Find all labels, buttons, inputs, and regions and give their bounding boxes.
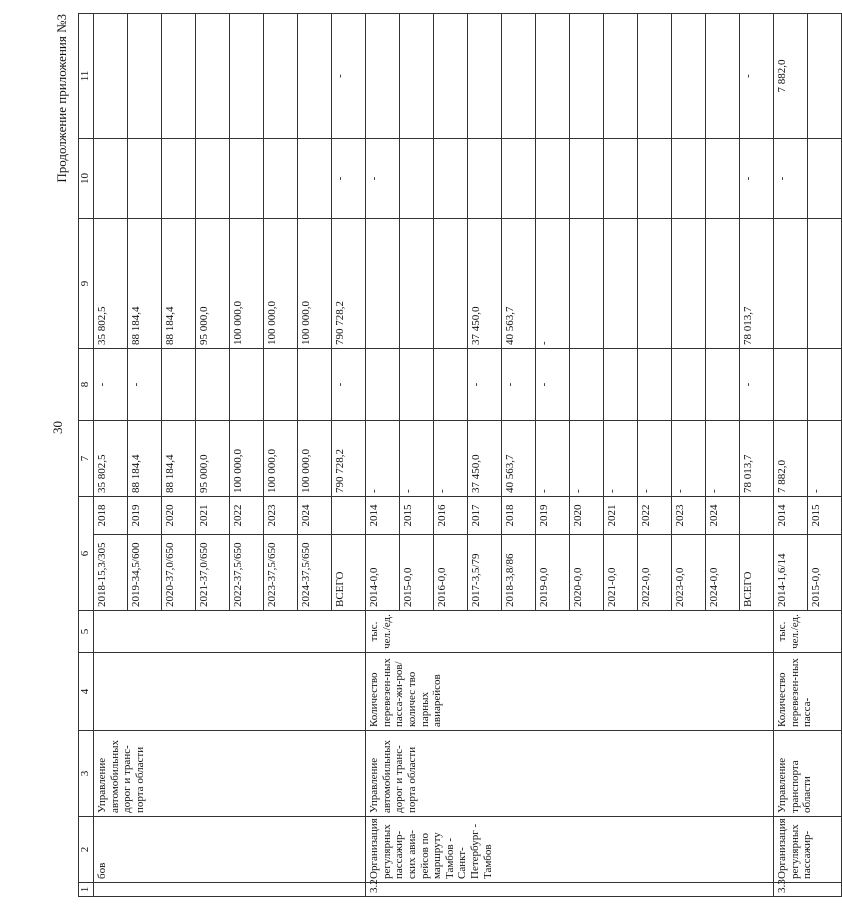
federal-budget <box>196 349 230 421</box>
other-sources <box>366 14 400 139</box>
other-sources <box>434 14 468 139</box>
year: 2020 <box>570 497 604 535</box>
total-amount: - <box>400 421 434 497</box>
column-header: 8 <box>79 349 94 421</box>
indicator-value: 2022-0,0 <box>638 535 672 611</box>
other-sources <box>502 14 536 139</box>
indicator-value: 2020-0,0 <box>570 535 604 611</box>
table-row <box>94 14 128 897</box>
indicator-value: 2017-3,5/79 <box>468 535 502 611</box>
total-amount: 790 728,2 <box>332 421 366 497</box>
column-header: 6 <box>79 497 94 611</box>
year: 2023 <box>672 497 706 535</box>
other-sources: 7 882,0 <box>774 14 808 139</box>
local-budget <box>808 139 842 219</box>
total-amount: - <box>570 421 604 497</box>
total-amount: - <box>366 421 400 497</box>
program-table <box>78 13 842 897</box>
total-amount: 100 000,0 <box>298 421 332 497</box>
regional-budget <box>672 219 706 349</box>
column-header: 4 <box>79 653 94 731</box>
year: 2023 <box>264 497 298 535</box>
regional-budget: 35 802,5 <box>94 219 128 349</box>
local-budget <box>264 139 298 219</box>
year <box>332 497 366 535</box>
year: 2018 <box>94 497 128 535</box>
total-amount: 40 563,7 <box>502 421 536 497</box>
header-row <box>79 14 94 897</box>
year: 2022 <box>638 497 672 535</box>
federal-budget <box>162 349 196 421</box>
indicator-value: 2024-0,0 <box>706 535 740 611</box>
regional-budget <box>706 219 740 349</box>
column-header: 11 <box>79 14 94 139</box>
year: 2014 <box>774 497 808 535</box>
column-header: 7 <box>79 421 94 497</box>
local-budget: - <box>366 139 400 219</box>
regional-budget: 40 563,7 <box>502 219 536 349</box>
column-header: 5 <box>79 611 94 653</box>
year: 2019 <box>128 497 162 535</box>
rotated-page <box>54 14 822 897</box>
other-sources <box>264 14 298 139</box>
federal-budget <box>604 349 638 421</box>
other-sources <box>162 14 196 139</box>
federal-budget <box>230 349 264 421</box>
federal-budget: - <box>468 349 502 421</box>
indicator-value: 2022-37,5/650 <box>230 535 264 611</box>
total-amount: 100 000,0 <box>264 421 298 497</box>
total-amount: - <box>638 421 672 497</box>
indicator-name: Количество перевезен-ных пасса-жи-ров/количес тво парных авиарейсов <box>366 653 774 731</box>
column-header: 10 <box>79 139 94 219</box>
total-amount: - <box>706 421 740 497</box>
local-budget <box>672 139 706 219</box>
federal-budget <box>638 349 672 421</box>
federal-budget: - <box>536 349 570 421</box>
total-amount: 78 013,7 <box>740 421 774 497</box>
local-budget <box>604 139 638 219</box>
indicator-name: Количество перевезен-ных пасса- <box>774 653 842 731</box>
federal-budget: - <box>740 349 774 421</box>
regional-budget: 88 184,4 <box>162 219 196 349</box>
other-sources <box>638 14 672 139</box>
total-amount: 37 450,0 <box>468 421 502 497</box>
local-budget <box>128 139 162 219</box>
federal-budget <box>366 349 400 421</box>
total-amount: 95 000,0 <box>196 421 230 497</box>
indicator-value: ВСЕГО <box>740 535 774 611</box>
local-budget <box>162 139 196 219</box>
regional-budget: 95 000,0 <box>196 219 230 349</box>
indicator-value: 2014-0,0 <box>366 535 400 611</box>
year: 2019 <box>536 497 570 535</box>
indicator-value: 2015-0,0 <box>400 535 434 611</box>
total-amount: - <box>672 421 706 497</box>
total-amount: - <box>434 421 468 497</box>
regional-budget: - <box>536 219 570 349</box>
other-sources <box>672 14 706 139</box>
other-sources <box>468 14 502 139</box>
page-number: 30 <box>50 421 65 434</box>
other-sources <box>808 14 842 139</box>
local-budget <box>94 139 128 219</box>
unit: тыс. чел./ед. <box>774 611 842 653</box>
local-budget <box>570 139 604 219</box>
indicator-name <box>94 653 366 731</box>
federal-budget <box>298 349 332 421</box>
other-sources <box>400 14 434 139</box>
federal-budget <box>808 349 842 421</box>
total-amount: 88 184,4 <box>128 421 162 497</box>
column-header: 9 <box>79 219 94 349</box>
unit: тыс. чел./ед. <box>366 611 774 653</box>
column-header: 2 <box>79 817 94 883</box>
regional-budget: 790 728,2 <box>332 219 366 349</box>
regional-budget <box>604 219 638 349</box>
regional-budget <box>774 219 808 349</box>
regional-budget <box>638 219 672 349</box>
total-amount: 7 882,0 <box>774 421 808 497</box>
regional-budget <box>570 219 604 349</box>
year: 2015 <box>400 497 434 535</box>
local-budget <box>502 139 536 219</box>
indicator-value: ВСЕГО <box>332 535 366 611</box>
indicator-value: 2021-37,0/650 <box>196 535 230 611</box>
indicator-value: 2019-34,5/600 <box>128 535 162 611</box>
year: 2024 <box>706 497 740 535</box>
federal-budget <box>400 349 434 421</box>
federal-budget: - <box>94 349 128 421</box>
local-budget <box>400 139 434 219</box>
local-budget <box>706 139 740 219</box>
other-sources <box>196 14 230 139</box>
year <box>740 497 774 535</box>
total-amount: 100 000,0 <box>230 421 264 497</box>
continuation-title: Продолжение приложения №3 <box>54 14 69 183</box>
local-budget <box>536 139 570 219</box>
executor: Управление автомобильных дорог и транс-порта области <box>366 731 774 817</box>
regional-budget: 88 184,4 <box>128 219 162 349</box>
table-row <box>774 14 808 897</box>
other-sources: - <box>740 14 774 139</box>
total-amount: - <box>604 421 638 497</box>
year: 2015 <box>808 497 842 535</box>
local-budget <box>638 139 672 219</box>
row-number <box>94 883 366 897</box>
other-sources <box>536 14 570 139</box>
year: 2014 <box>366 497 400 535</box>
total-amount: - <box>536 421 570 497</box>
other-sources <box>94 14 128 139</box>
table-row <box>366 14 400 897</box>
indicator-value: 2015-0,0 <box>808 535 842 611</box>
event-name: Организация регулярных пассажир- <box>774 817 842 883</box>
regional-budget: 78 013,7 <box>740 219 774 349</box>
regional-budget: 100 000,0 <box>298 219 332 349</box>
year: 2021 <box>196 497 230 535</box>
regional-budget: 100 000,0 <box>264 219 298 349</box>
row-number: 3.3 <box>774 883 842 897</box>
indicator-value: 2024-37,5/650 <box>298 535 332 611</box>
year: 2017 <box>468 497 502 535</box>
indicator-value: 2018-15,3/305 <box>94 535 128 611</box>
year: 2021 <box>604 497 638 535</box>
column-header: 1 <box>79 883 94 897</box>
year: 2020 <box>162 497 196 535</box>
local-budget: - <box>774 139 808 219</box>
column-header: 3 <box>79 731 94 817</box>
executor: Управление автомобильных дорог и транс-порта области <box>94 731 366 817</box>
local-budget <box>230 139 264 219</box>
federal-budget: - <box>128 349 162 421</box>
regional-budget: 100 000,0 <box>230 219 264 349</box>
local-budget: - <box>740 139 774 219</box>
local-budget <box>468 139 502 219</box>
unit <box>94 611 366 653</box>
other-sources <box>298 14 332 139</box>
other-sources <box>604 14 638 139</box>
regional-budget <box>400 219 434 349</box>
regional-budget <box>808 219 842 349</box>
federal-budget <box>706 349 740 421</box>
local-budget <box>298 139 332 219</box>
total-amount: 88 184,4 <box>162 421 196 497</box>
federal-budget <box>672 349 706 421</box>
federal-budget: - <box>502 349 536 421</box>
indicator-value: 2023-37,5/650 <box>264 535 298 611</box>
indicator-value: 2016-0,0 <box>434 535 468 611</box>
indicator-value: 2020-37,0/650 <box>162 535 196 611</box>
year: 2018 <box>502 497 536 535</box>
event-name: бов <box>94 817 366 883</box>
indicator-value: 2019-0,0 <box>536 535 570 611</box>
row-number: 3.2 <box>366 883 774 897</box>
other-sources: - <box>332 14 366 139</box>
indicator-value: 2021-0,0 <box>604 535 638 611</box>
other-sources <box>128 14 162 139</box>
regional-budget: 37 450,0 <box>468 219 502 349</box>
other-sources <box>570 14 604 139</box>
year: 2016 <box>434 497 468 535</box>
regional-budget <box>434 219 468 349</box>
federal-budget <box>570 349 604 421</box>
indicator-value: 2018-3,8/86 <box>502 535 536 611</box>
regional-budget <box>366 219 400 349</box>
other-sources <box>230 14 264 139</box>
other-sources <box>706 14 740 139</box>
total-amount: 35 802,5 <box>94 421 128 497</box>
local-budget <box>434 139 468 219</box>
federal-budget: - <box>332 349 366 421</box>
indicator-value: 2014-1,6/14 <box>774 535 808 611</box>
year: 2024 <box>298 497 332 535</box>
federal-budget <box>774 349 808 421</box>
indicator-value: 2023-0,0 <box>672 535 706 611</box>
local-budget <box>196 139 230 219</box>
local-budget: - <box>332 139 366 219</box>
executor: Управление транспорта области <box>774 731 842 817</box>
total-amount: - <box>808 421 842 497</box>
federal-budget <box>434 349 468 421</box>
year: 2022 <box>230 497 264 535</box>
event-name: Организация регулярных пассажир-ских авиа-рейсов по маршруту Тамбов - Санкт-Петербург - Тамбов <box>366 817 774 883</box>
federal-budget <box>264 349 298 421</box>
